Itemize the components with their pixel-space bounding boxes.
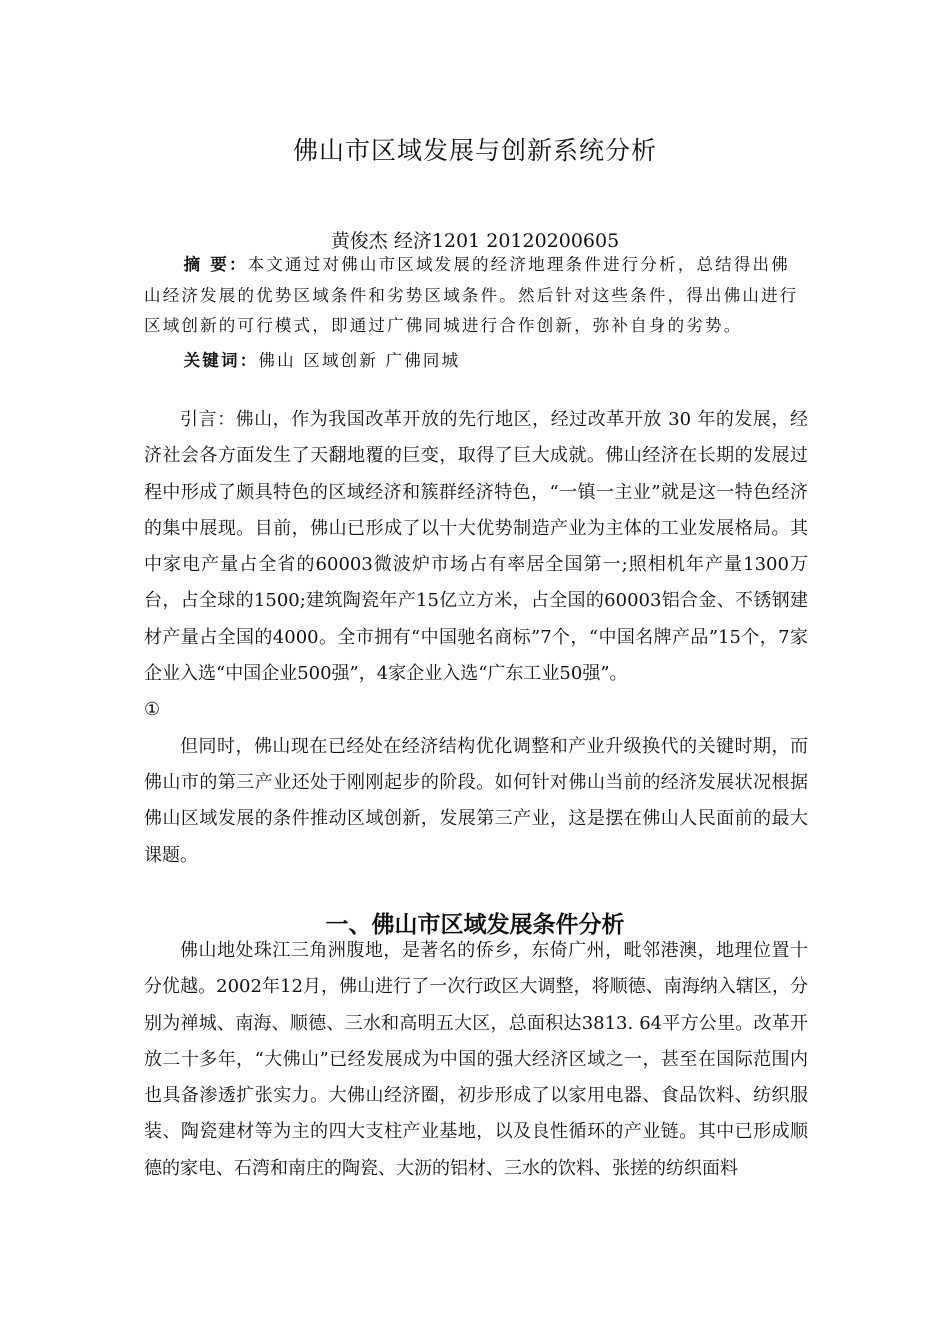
section-heading: 一、佛山市区域发展条件分析	[325, 912, 625, 938]
section-body	[144, 933, 808, 1187]
intro-paragraph: 引言：佛山，作为我国改革开放的先行地区，经过改革开放 30 年的发展，经济社会各方面发生了天翻地覆的巨变，取得了巨大成就。佛山经济在长期的发展过程中形成了颇具特色的区域经济和簇群经济特色，“一镇一主业”就是这一特色经济的集中展现。目前，佛山已形成了以十大优势制造产业为主体的工业发展格局。其中家电产量占全省的60003微波炉市场占有率居全国第一;照相机年产量1300万台，占全球的1500;建筑陶瓷年产15亿立方米，占全国的60003铝合金、不锈钢建材产量占全国的4000。全市拥有“中国驰名商标”7个，“中国名牌产品”15个，7家企业入选“中国企业500强”，4家企业入选“广东工业50强”。	[144, 409, 808, 685]
abstract-paragraph	[144, 250, 808, 342]
section-paragraph: 佛山地处珠江三角洲腹地，是著名的侨乡，东倚广州，毗邻港澳，地理位置十分优越。2002年12月，佛山进行了一次行政区大调整，将顺德、南海纳入辖区，分别为禅城、南海、顺德、三水和高明五大区，总面积达3813. 64平方公里。改革开放二十多年，“大佛山”已经发展成为中国的强大经济区域之一，甚至在国际范围内也具备渗透扩张实力。大佛山经济圈，初步形成了以家用电器、食品饮料、纺织服装、陶瓷建材等为主的四大支柱产业基地，以及良性循环的产业链。其中已形成顺德的家电、石湾和南庄的陶瓷、大沥的铝材、三水的饮料、张搓的纺织面料	[144, 940, 808, 1179]
abstract-text: 本文通过对佛山市区域发展的经济地理条件进行分析，总结得出佛山经济发展的优势区域条件和劣势区域条件。然后针对这些条件，得出佛山进行区域创新的可行模式，即通过广佛同城进行合作创新，弥补自身的劣势。	[144, 255, 799, 335]
footnote-marker: ①	[144, 699, 161, 721]
author-line: 黄俊杰 经济1201 20120200605	[330, 230, 620, 252]
intro-paragraph: 但同时，佛山现在已经处在经济结构优化调整和产业升级换代的关键时期，而佛山市的第三产业还处于刚刚起步的阶段。如何针对佛山当前的经济发展状况根据佛山区域发展的条件推动区域创新，发展第三产业，这是摆在佛山人民面前的最大课题。	[144, 735, 808, 866]
introduction-section	[144, 402, 808, 874]
abstract-block	[144, 250, 808, 376]
keywords-paragraph	[144, 346, 808, 377]
keywords-label: 关键词：	[183, 350, 259, 370]
paper-title: 佛山市区域发展与创新系统分析	[292, 136, 657, 165]
abstract-label: 摘 要：	[183, 255, 248, 274]
keywords-text: 佛山 区域创新 广佛同城	[258, 350, 461, 370]
